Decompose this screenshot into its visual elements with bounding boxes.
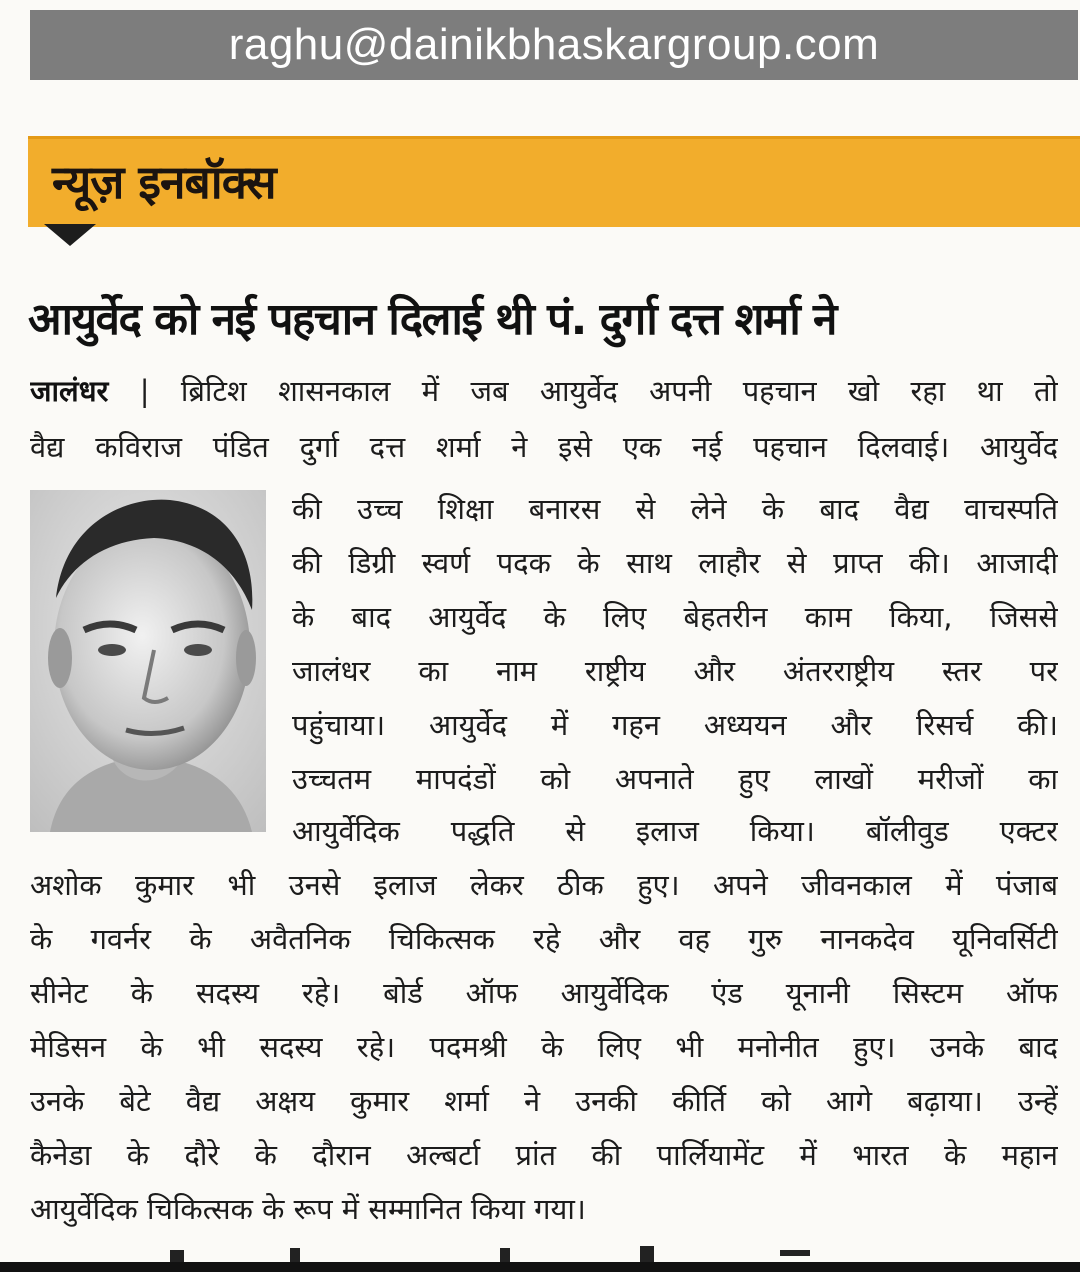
article-line-16: आयुर्वेदिक चिकित्सक के रूप में सम्मानित किया गया। bbox=[30, 1192, 586, 1226]
bottom-rule bbox=[0, 1262, 1080, 1272]
portrait-photo bbox=[30, 490, 266, 832]
article-line-4: की डिग्री स्वर्ण पदक के साथ लाहौर से प्राप्त की। आजादी bbox=[292, 546, 1058, 580]
email-address: raghu@dainikbhaskargroup.com bbox=[228, 20, 880, 69]
article-line-13: मेडिसन के भी सदस्य रहे। पदमश्री के लिए भी मनोनीत हुए। उनके बाद bbox=[30, 1030, 1058, 1064]
portrait-image bbox=[30, 490, 266, 832]
article-line-15: कैनेडा के दौरे के दौरान अल्बर्टा प्रांत की पार्लियामेंट में भारत के महान bbox=[30, 1138, 1058, 1172]
triangle-down-icon bbox=[44, 224, 96, 246]
article-headline: आयुर्वेद को नई पहचान दिलाई थी पं. दुर्गा दत्त शर्मा ने bbox=[28, 294, 836, 345]
article-line-10: अशोक कुमार भी उनसे इलाज लेकर ठीक हुए। अपने जीवनकाल में पंजाब bbox=[30, 868, 1058, 902]
article-line-1 bbox=[30, 368, 1058, 414]
dateline-separator: | bbox=[108, 374, 181, 408]
article-line-6: जालंधर का नाम राष्ट्रीय और अंतरराष्ट्रीय स्तर पर bbox=[292, 654, 1058, 688]
section-band bbox=[28, 136, 1080, 227]
article-line-7: पहुंचाया। आयुर्वेद में गहन अध्ययन और रिसर्च की। bbox=[292, 708, 1058, 742]
article-line-5: के बाद आयुर्वेद के लिए बेहतरीन काम किया, जिससे bbox=[292, 600, 1058, 634]
article-line-2: वैद्य कविराज पंडित दुर्गा दत्त शर्मा ने इसे एक नई पहचान दिलवाई। आयुर्वेद bbox=[30, 430, 1058, 464]
article-line-12: सीनेट के सदस्य रहे। बोर्ड ऑफ आयुर्वेदिक एंड यूनानी सिस्टम ऑफ bbox=[30, 976, 1058, 1010]
article-line-text: ब्रिटिश शासनकाल में जब आयुर्वेद अपनी पहचान खो रहा था तो bbox=[180, 374, 1058, 408]
article-line-14: उनके बेटे वैद्य अक्षय कुमार शर्मा ने उनकी कीर्ति को आगे बढ़ाया। उन्हें bbox=[30, 1084, 1058, 1118]
email-banner bbox=[30, 10, 1078, 80]
article-line-11: के गवर्नर के अवैतनिक चिकित्सक रहे और वह गुरु नानकदेव यूनिवर्सिटी bbox=[30, 922, 1058, 956]
section-title: न्यूज़ इनबॉक्स bbox=[52, 155, 276, 209]
article-line-9: आयुर्वेदिक पद्धति से इलाज किया। बॉलीवुड एक्टर bbox=[292, 814, 1058, 848]
article-line-8: उच्चतम मापदंडों को अपनाते हुए लाखों मरीजों का bbox=[292, 762, 1058, 796]
article-line-3: की उच्च शिक्षा बनारस से लेने के बाद वैद्य वाचस्पति bbox=[292, 492, 1058, 526]
article-dateline: जालंधर bbox=[30, 374, 109, 408]
